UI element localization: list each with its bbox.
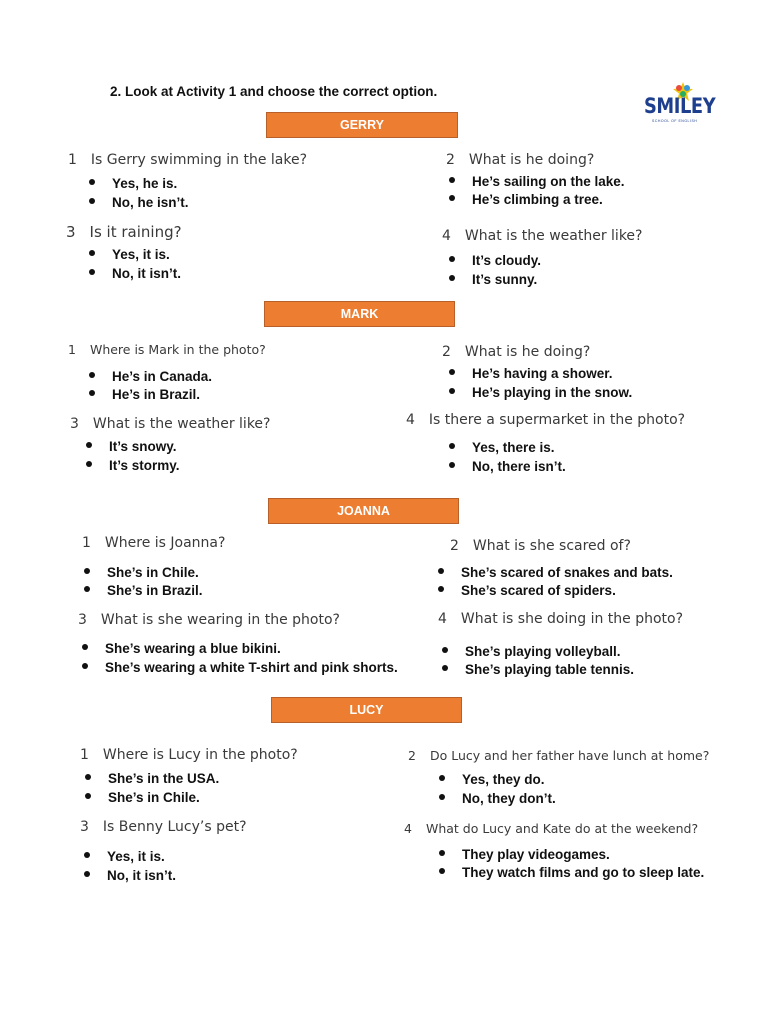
bullet-icon [84, 852, 90, 858]
option-gerry-2a[interactable] [449, 174, 625, 189]
question-text: What is she scared of? [472, 538, 631, 554]
question-lucy-4 [404, 821, 698, 836]
question-mark-1 [68, 342, 266, 357]
option-text: Yes, it is. [107, 849, 165, 864]
bullet-icon [89, 269, 95, 275]
option-text: She’s in Brazil. [107, 583, 203, 598]
question-joanna-3 [78, 612, 340, 628]
option-text: No, they don’t. [462, 791, 556, 806]
question-joanna-4 [438, 611, 683, 627]
question-text: What is he doing? [468, 152, 595, 168]
option-gerry-4a[interactable] [449, 253, 541, 268]
option-joanna-3a[interactable] [82, 641, 281, 656]
option-text: He’s in Canada. [112, 369, 213, 384]
option-lucy-4a[interactable] [439, 847, 610, 862]
question-text: Is it raining? [89, 223, 182, 241]
bullet-icon [86, 442, 92, 448]
question-text: What do Lucy and Kate do at the weekend? [425, 821, 699, 836]
option-text: He’s in Brazil. [112, 387, 201, 402]
question-number: 2 [450, 538, 459, 554]
option-text: No, it isn’t. [107, 868, 176, 883]
option-text: Yes, they do. [462, 772, 545, 787]
question-text: What is she wearing in the photo? [100, 612, 340, 628]
question-mark-3 [70, 416, 270, 432]
option-text: No, it isn’t. [112, 266, 181, 281]
question-text: What is the weather like? [92, 416, 271, 432]
bullet-icon [449, 462, 455, 468]
question-number: 1 [82, 535, 91, 551]
option-joanna-3b[interactable] [82, 660, 398, 675]
option-lucy-1a[interactable] [85, 771, 219, 786]
question-gerry-3 [66, 223, 182, 241]
option-text: She’s wearing a white T-shirt and pink shorts. [105, 660, 398, 675]
option-text: She’s in Chile. [108, 790, 200, 805]
option-lucy-2a[interactable] [439, 772, 545, 787]
question-lucy-1 [80, 747, 298, 763]
question-gerry-2 [446, 152, 594, 168]
question-text: Where is Joanna? [104, 535, 226, 551]
option-joanna-1b[interactable] [84, 583, 203, 598]
question-number: 3 [80, 819, 89, 835]
option-mark-2b[interactable] [449, 385, 632, 400]
option-text: Yes, he is. [112, 176, 178, 191]
option-gerry-2b[interactable] [449, 192, 603, 207]
option-mark-4a[interactable] [449, 440, 555, 455]
option-text: She’s scared of snakes and bats. [461, 565, 673, 580]
bullet-icon [449, 177, 455, 183]
question-number: 3 [78, 612, 87, 628]
option-lucy-1b[interactable] [85, 790, 200, 805]
smiley-logo [644, 84, 718, 126]
question-number: 2 [408, 748, 416, 763]
section-title-joanna: JOANNA [268, 498, 459, 524]
section-title-lucy: LUCY [271, 697, 462, 723]
bullet-icon [82, 644, 88, 650]
option-text: It’s sunny. [472, 272, 538, 287]
question-text: What is she doing in the photo? [460, 611, 684, 627]
option-text: It’s snowy. [109, 439, 177, 454]
question-number: 2 [442, 344, 451, 360]
question-text: What is he doing? [464, 344, 591, 360]
option-text: They play videogames. [462, 847, 610, 862]
option-text: She’s in Chile. [107, 565, 199, 580]
bullet-icon [449, 195, 455, 201]
section-title-gerry: GERRY [266, 112, 458, 138]
bullet-icon [89, 198, 95, 204]
bullet-icon [449, 256, 455, 262]
bullet-icon [449, 388, 455, 394]
option-text: She’s scared of spiders. [461, 583, 616, 598]
question-text: Is there a supermarket in the photo? [428, 412, 686, 428]
question-number: 3 [70, 416, 79, 432]
question-mark-4 [406, 412, 685, 428]
option-mark-1a[interactable] [89, 369, 212, 384]
bullet-icon [449, 443, 455, 449]
option-text: Yes, there is. [472, 440, 555, 455]
bullet-icon [84, 871, 90, 877]
bullet-icon [85, 793, 91, 799]
option-gerry-3b[interactable] [89, 266, 181, 281]
question-text: Where is Mark in the photo? [89, 342, 266, 357]
question-number: 4 [406, 412, 415, 428]
bullet-icon [449, 275, 455, 281]
bullet-icon [439, 868, 445, 874]
option-joanna-4a[interactable] [442, 644, 621, 659]
question-number: 4 [438, 611, 447, 627]
question-text: Do Lucy and her father have lunch at home? [429, 748, 710, 763]
bullet-icon [442, 665, 448, 671]
option-text: She’s playing volleyball. [465, 644, 621, 659]
option-lucy-4b[interactable] [439, 865, 704, 880]
bullet-icon [439, 775, 445, 781]
option-joanna-4b[interactable] [442, 662, 634, 677]
option-text: It’s stormy. [109, 458, 180, 473]
section-title-mark: MARK [264, 301, 455, 327]
bullet-icon [438, 586, 444, 592]
question-mark-2 [442, 344, 590, 360]
question-lucy-3 [80, 819, 247, 835]
option-lucy-2b[interactable] [439, 791, 556, 806]
option-joanna-2b[interactable] [438, 583, 616, 598]
question-lucy-2 [408, 748, 709, 763]
option-mark-3b[interactable] [86, 458, 180, 473]
question-text: What is the weather like? [464, 228, 643, 244]
option-lucy-3a[interactable] [84, 849, 165, 864]
bullet-icon [449, 369, 455, 375]
bullet-icon [89, 179, 95, 185]
bullet-icon [89, 250, 95, 256]
question-number: 4 [404, 821, 412, 836]
question-text: Is Benny Lucy’s pet? [102, 819, 247, 835]
question-joanna-2 [450, 538, 631, 554]
question-text: Is Gerry swimming in the lake? [90, 152, 308, 168]
option-text: She’s playing table tennis. [465, 662, 635, 677]
option-mark-2a[interactable] [449, 366, 613, 381]
option-text: He’s sailing on the lake. [472, 174, 625, 189]
bullet-icon [442, 647, 448, 653]
bullet-icon [439, 794, 445, 800]
option-gerry-4b[interactable] [449, 272, 537, 287]
question-number: 2 [446, 152, 455, 168]
question-gerry-4 [442, 228, 642, 244]
bullet-icon [85, 774, 91, 780]
option-lucy-3b[interactable] [84, 868, 176, 883]
option-text: He’s climbing a tree. [472, 192, 603, 207]
option-text: No, he isn’t. [112, 195, 189, 210]
option-gerry-1a[interactable] [89, 176, 177, 191]
option-text: No, there isn’t. [472, 459, 566, 474]
option-text: It’s cloudy. [472, 253, 542, 268]
option-mark-1b[interactable] [89, 387, 200, 402]
question-number: 3 [66, 223, 76, 241]
option-joanna-2a[interactable] [438, 565, 673, 580]
option-mark-4b[interactable] [449, 459, 566, 474]
option-text: He’s playing in the snow. [472, 385, 633, 400]
bullet-icon [84, 568, 90, 574]
question-gerry-1 [68, 152, 307, 168]
bullet-icon [84, 586, 90, 592]
bullet-icon [439, 850, 445, 856]
question-number: 1 [68, 342, 76, 357]
bullet-icon [82, 663, 88, 669]
question-number: 1 [68, 152, 77, 168]
question-number: 1 [80, 747, 89, 763]
option-text: She’s wearing a blue bikini. [105, 641, 281, 656]
option-text: He’s having a shower. [472, 366, 613, 381]
question-number: 4 [442, 228, 451, 244]
instruction-heading: 2. Look at Activity 1 and choose the correct option. [110, 84, 438, 99]
bullet-icon [89, 390, 95, 396]
question-text: Where is Lucy in the photo? [102, 747, 298, 763]
logo-text: SMILEY [644, 94, 716, 118]
logo-subtext: SCHOOL OF ENGLISH [652, 119, 698, 123]
option-joanna-1a[interactable] [84, 565, 199, 580]
bullet-icon [438, 568, 444, 574]
option-gerry-3a[interactable] [89, 247, 170, 262]
option-text: Yes, it is. [112, 247, 170, 262]
option-mark-3a[interactable] [86, 439, 177, 454]
option-gerry-1b[interactable] [89, 195, 189, 210]
bullet-icon [89, 372, 95, 378]
option-text: They watch films and go to sleep late. [462, 865, 705, 880]
bullet-icon [86, 461, 92, 467]
option-text: She’s in the USA. [108, 771, 220, 786]
question-joanna-1 [82, 535, 225, 551]
